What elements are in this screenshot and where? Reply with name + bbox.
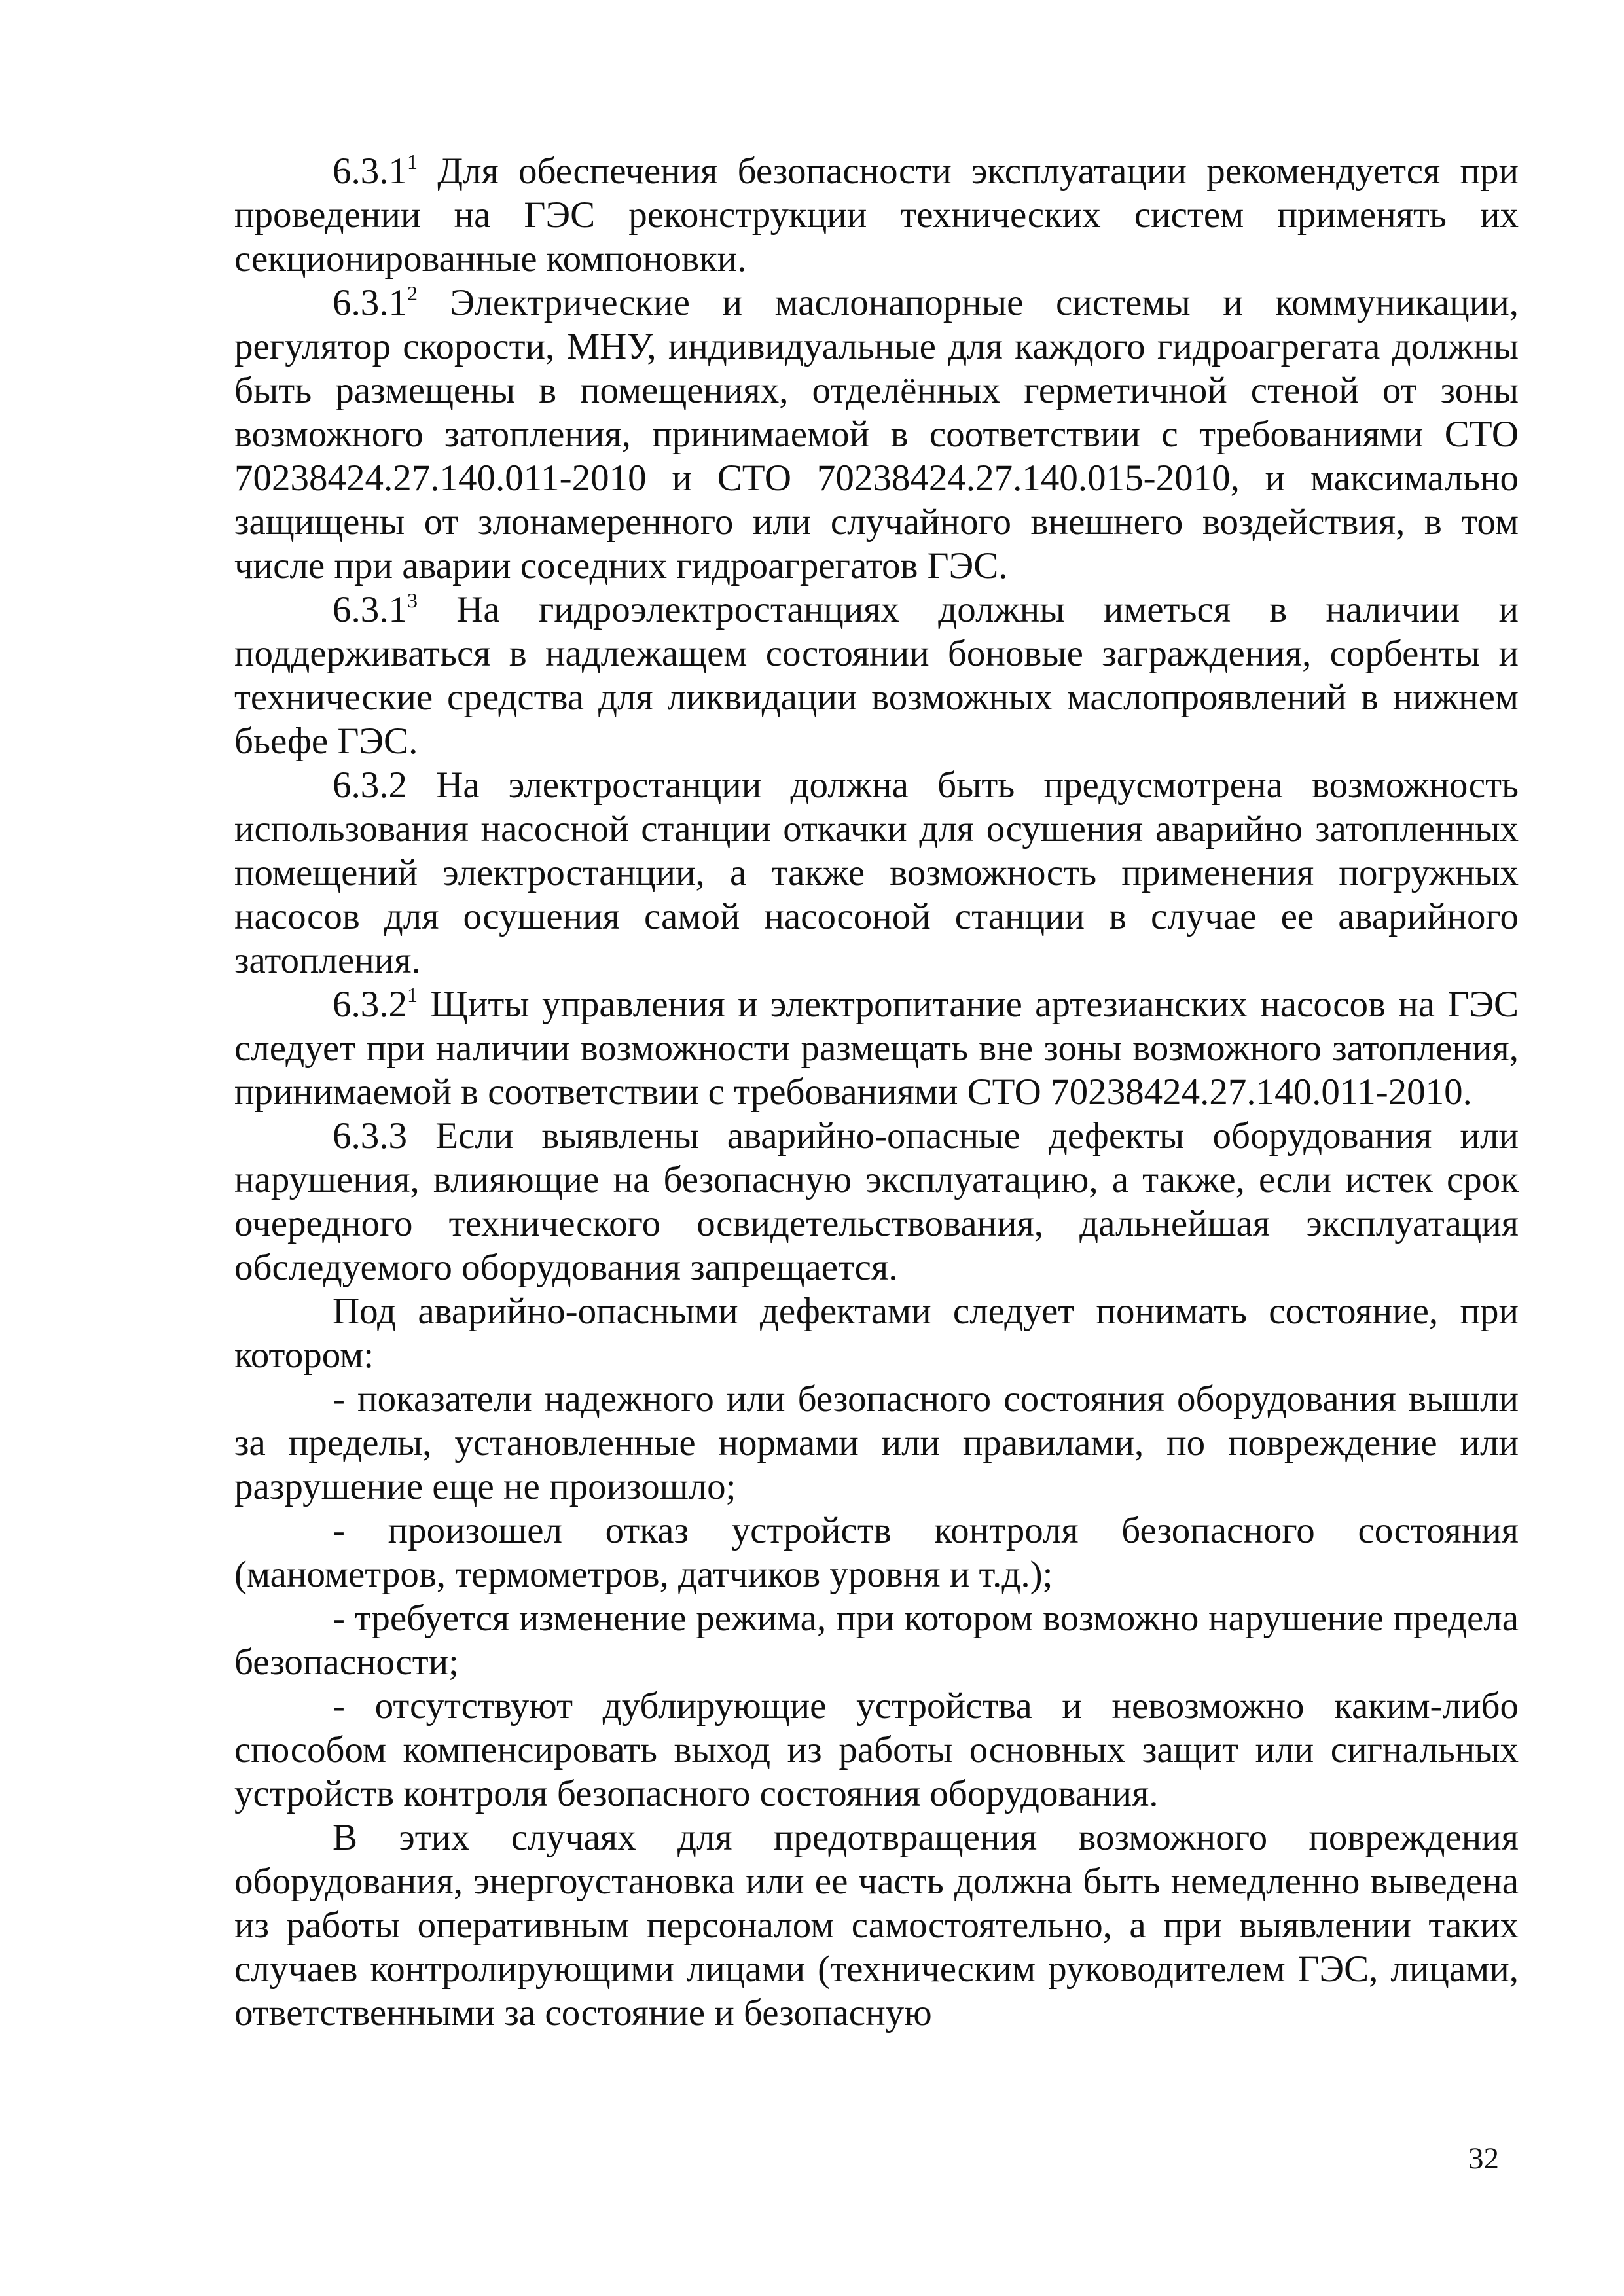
paragraph-6-3-1-1 [234,149,1519,281]
paragraph-text: На гидроэлектростанциях должны иметься в наличии и поддерживаться в надлежащем состоянии боновые заграждения, сорбенты и технические средства для ликвидации возможных маслопроявлений в нижнем бьефе ГЭС. [234,589,1519,762]
paragraph-text: - показатели надежного или безопасного состояния оборудования вышли за пределы, установленные нормами или правилами, по повреждение или разрушение еще не произошло; [234,1378,1519,1507]
paragraph-6-3-1-2 [234,281,1519,588]
clause-number: 6.3.1 [333,151,407,192]
paragraph-defects-intro [234,1289,1519,1377]
paragraph-text: Электрические и маслонапорные системы и коммуникации, регулятор скорости, МНУ, индивидуальные для каждого гидроагрегата должны быть размещены в помещениях, отделённых герметичной стеной от зоны возможного затопления, принимаемой в соответствии с требованиями СТО 70238424.27.140.011-2010 и СТО 70238424.27.140.015-2010, и максимально защищены от злонамеренного или случайного внешнего воздействия, в том числе при аварии соседних гидроагрегатов ГЭС. [234,282,1519,586]
clause-superscript: 1 [407,150,418,173]
clause-superscript: 3 [407,588,418,612]
paragraph-text: 6.3.2 На электростанции должна быть предусмотрена возможность использования насосной станции откачки для осушения аварийно затопленных помещений электростанции, а также возможность применения погружных насосов для осушения самой насосоной станции в случае ее аварийного затопления. [234,764,1519,981]
paragraph-text: - отсутствуют дублирующие устройства и невозможно каким-либо способом компенсировать выход из работы основных защит или сигнальных устройств контроля безопасного состояния оборудования. [234,1685,1519,1814]
list-item-no-redundancy [234,1684,1519,1816]
paragraph-text: - произошел отказ устройств контроля безопасного состояния (манометров, термометров, датчиков уровня и т.д.); [234,1510,1519,1595]
paragraph-text: 6.3.3 Если выявлены аварийно-опасные дефекты оборудования или нарушения, влияющие на безопасную эксплуатацию, а также, если истек срок очередного технического освидетельствования, дальнейшая эксплуатация обследуемого оборудования запрещается. [234,1115,1519,1288]
paragraph-shutdown [234,1816,1519,2035]
clause-superscript: 1 [407,983,418,1007]
page-number: 32 [1468,2142,1499,2176]
list-item-mode-change [234,1596,1519,1684]
paragraph-6-3-1-3 [234,588,1519,763]
list-item-limits-exceeded [234,1377,1519,1509]
clause-number: 6.3.1 [333,282,407,323]
paragraph-text: - требуется изменение режима, при котором возможно нарушение предела безопасности; [234,1598,1519,1683]
clause-number: 6.3.2 [333,984,407,1025]
paragraph-6-3-3 [234,1114,1519,1289]
paragraph-text: В этих случаях для предотвращения возможного повреждения оборудования, энергоустановка или ее часть должна быть немедленно выведена из работы оперативным персоналом самостоятельно, а при выявлении таких случаев контролирующими лицами (техническим руководителем ГЭС, лицами, ответственными за состояние и безопасную [234,1817,1519,2034]
paragraph-text: Под аварийно-опасными дефектами следует понимать состояние, при котором: [234,1291,1519,1376]
clause-superscript: 2 [407,281,418,305]
document-body [234,149,1519,2035]
paragraph-6-3-2 [234,763,1519,982]
paragraph-text: Для обеспечения безопасности эксплуатации рекомендуется при проведении на ГЭС реконструкции технических систем применять их секционированные компоновки. [234,151,1519,279]
paragraph-6-3-2-1 [234,982,1519,1114]
clause-number: 6.3.1 [333,589,407,630]
paragraph-text: Щиты управления и электропитание артезианских насосов на ГЭС следует при наличии возможности размещать вне зоны возможного затопления, принимаемой в соответствии с требованиями СТО 70238424.27.140.011-2010. [234,984,1519,1113]
list-item-control-failure [234,1509,1519,1596]
